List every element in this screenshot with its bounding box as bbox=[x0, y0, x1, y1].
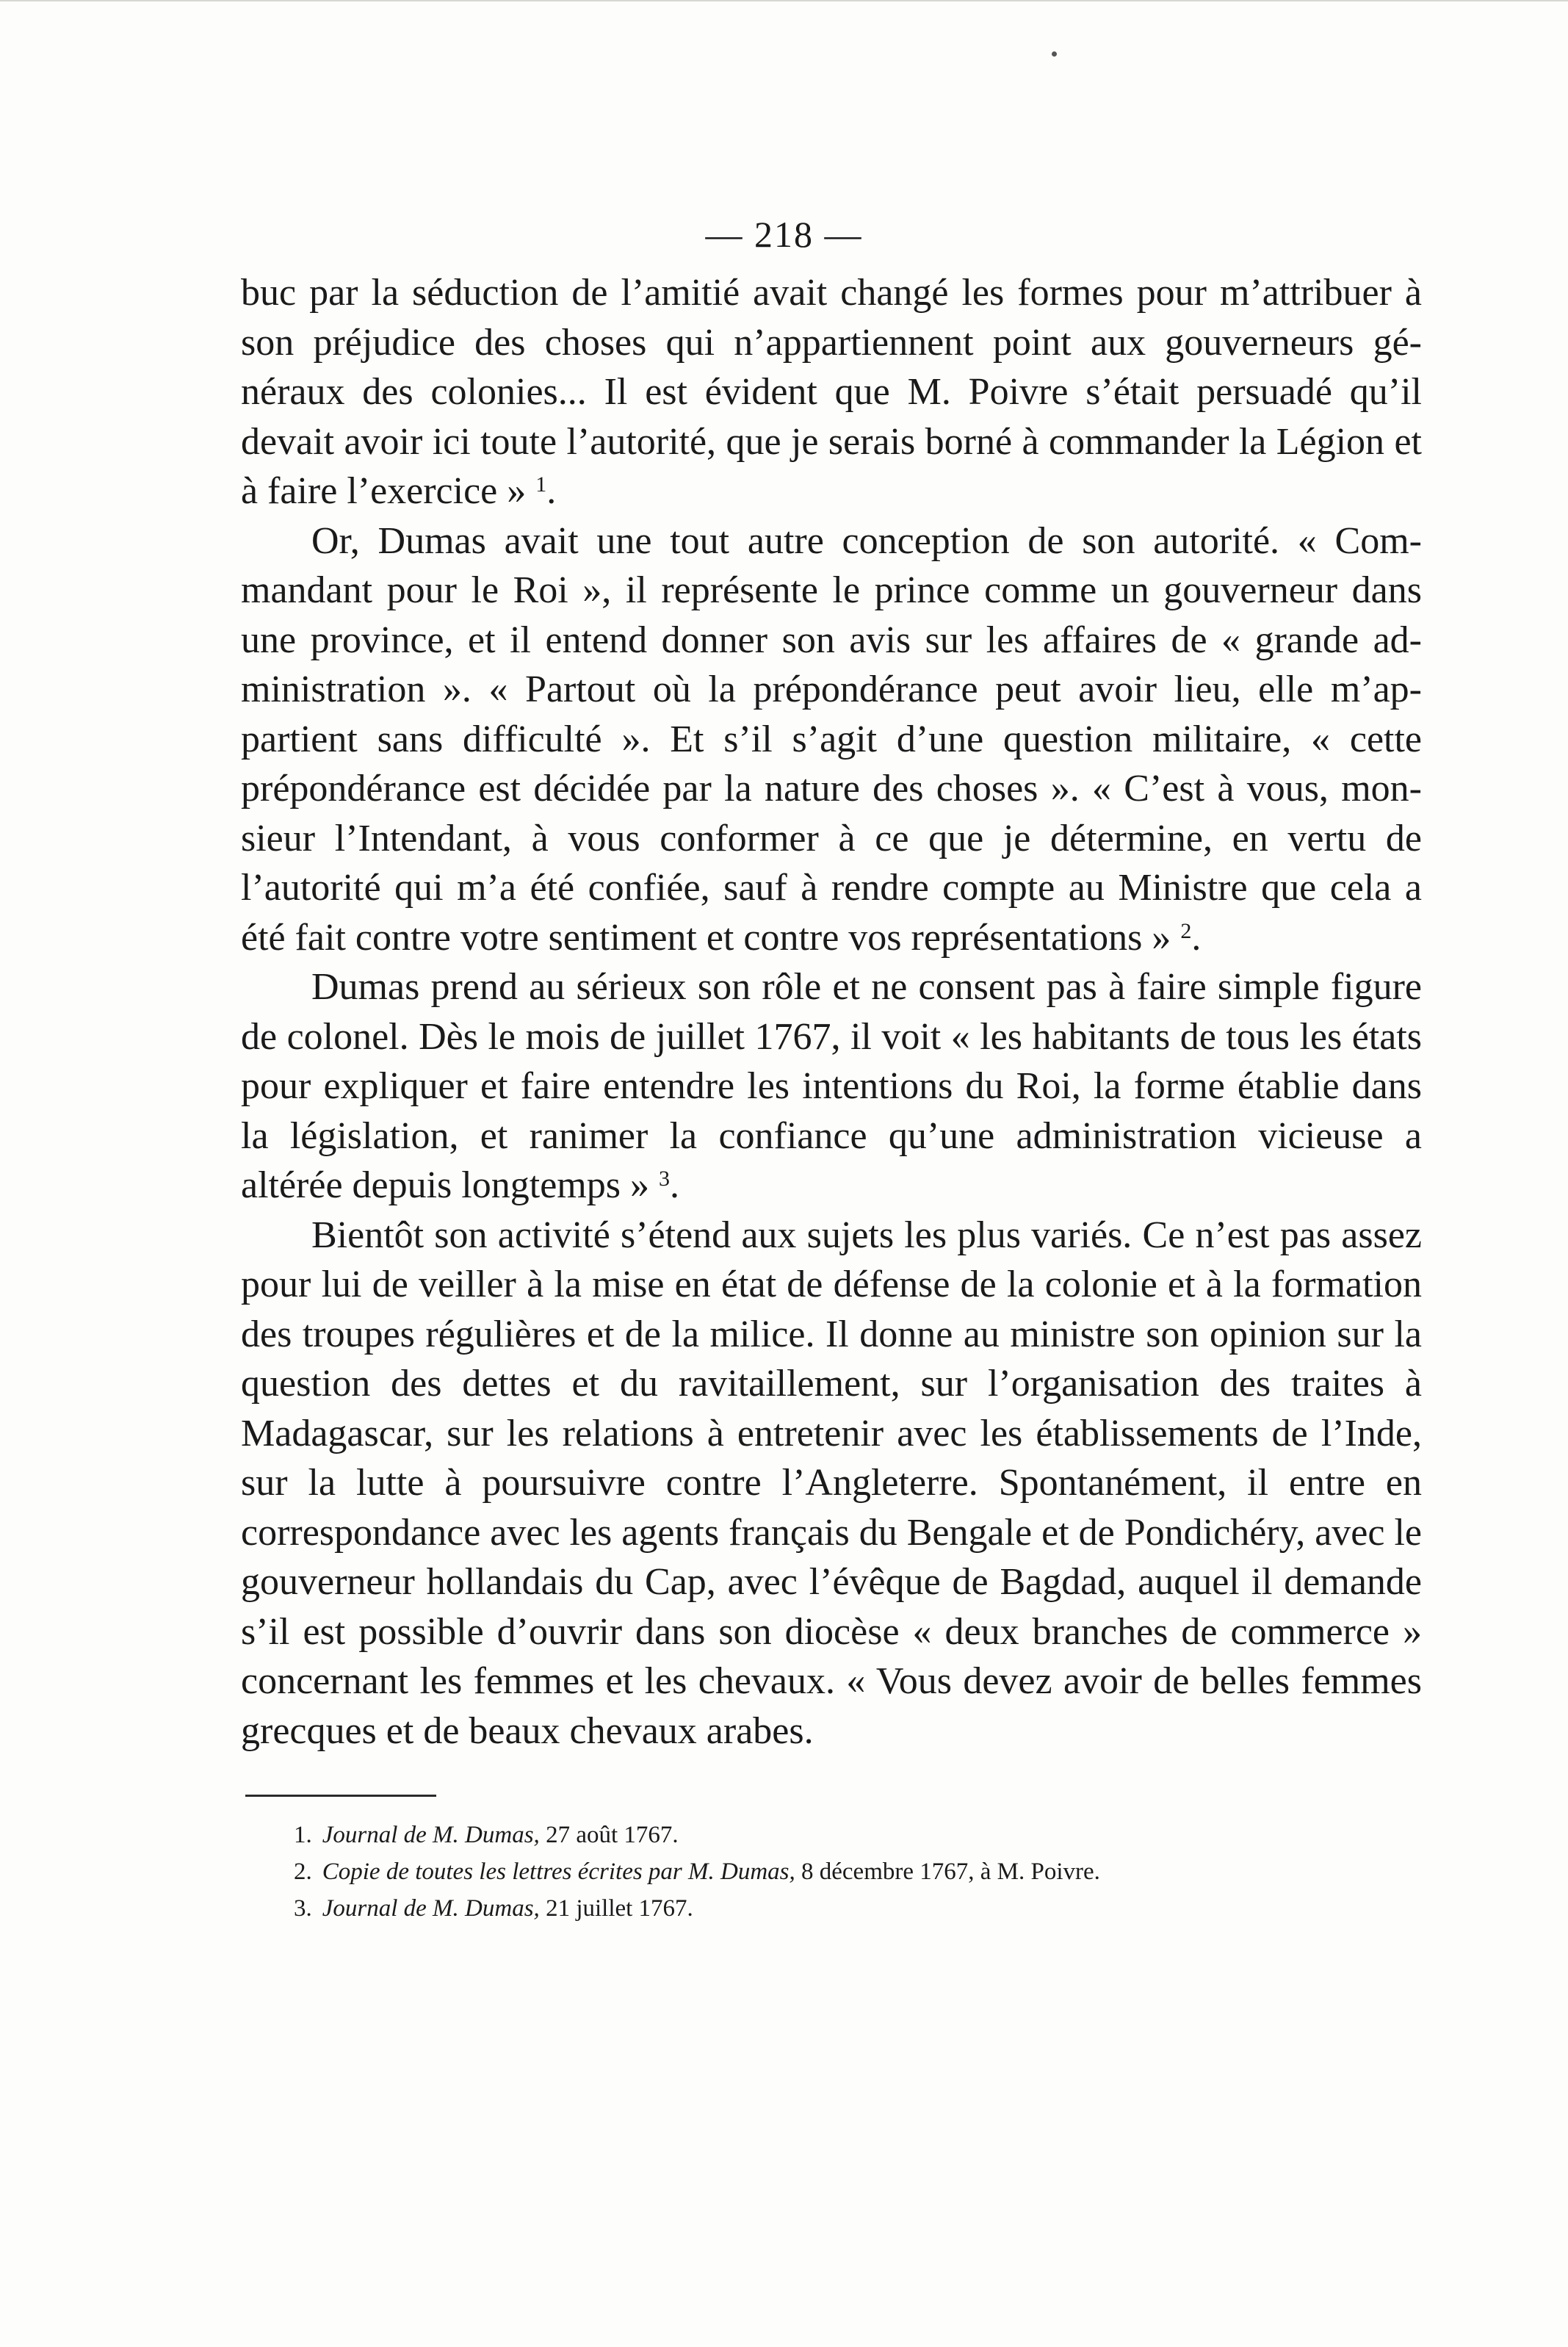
footnote-number: 1. bbox=[294, 1822, 312, 1848]
footnote-ref: 2 bbox=[1180, 918, 1192, 943]
scan-top-edge bbox=[0, 0, 1568, 1]
paragraph bbox=[241, 962, 1422, 1211]
footnote-ref: 1 bbox=[535, 472, 547, 497]
body-text bbox=[241, 268, 1422, 1756]
paragraph bbox=[241, 1211, 1422, 1756]
paragraph bbox=[241, 516, 1422, 963]
footnote-number: 2. bbox=[294, 1859, 312, 1885]
paragraph-text: buc par la séduction de l’amitié avait changé les formes pour m’attribuer à son préjudice des choses qui n’appartiennent point aux gouverneurs généraux des colonies... Il est évident que M. Poivre s’était persuadé qu’il devait avoir ici toute l’autorité, que je serais borné à commander la Légion et à faire l’exercice » bbox=[241, 272, 1422, 512]
paragraph-tail: . bbox=[546, 470, 557, 512]
footnote-ref: 3 bbox=[658, 1167, 670, 1191]
footnotes bbox=[294, 1817, 1395, 1927]
paragraph-text: Dumas prend au sérieux son rôle et ne consent pas à faire simple figure de colonel. Dès le mois de juillet 1767, il voit « les habitants de tous les états pour expliquer et faire entendre les intentions du Roi, la forme établie dans la législation, et ranimer la confiance qu’une administration vicieuse a altérée depuis longtemps » bbox=[241, 966, 1422, 1206]
footnote bbox=[294, 1890, 1395, 1927]
footnote-source: Journal de M. Dumas, bbox=[322, 1895, 540, 1922]
footnote-detail: 21 juillet 1767. bbox=[539, 1895, 693, 1922]
paragraph-tail: . bbox=[1191, 916, 1202, 959]
footnote-detail: 8 décembre 1767, à M. Poivre. bbox=[795, 1859, 1100, 1885]
paragraph-text: Or, Dumas avait une tout autre conception de son autorité. « Commandant pour le Roi », il représente le prince comme un gouverneur dans une province, et il entend donner son avis sur les affaires de « grande administration ». « Partout où la prépondérance peut avoir lieu, elle m’appartient sans difficulté ». Et s’il s’agit d’une question militaire, « cette prépondérance est décidée par la nature des choses ». « C’est à vous, monsieur l’Intendant, à vous conformer à ce que je détermine, en vertu de l’autorité qui m’a été confiée, sauf à rendre compte au Ministre que cela a été fait contre votre sentiment et contre vos représentations » bbox=[241, 519, 1422, 959]
footnote bbox=[294, 1853, 1395, 1890]
footnote bbox=[294, 1817, 1395, 1853]
paragraph-text: Bientôt son activité s’étend aux sujets les plus variés. Ce n’est pas assez pour lui de veiller à la mise en état de défense de la colonie et à la formation des troupes régulières et de la milice. Il donne au ministre son opinion sur la question des dettes et du ravitaillement, sur l’organisation des traites à Madagascar, sur les relations à entretenir avec les établissements de l’Inde, sur la lutte à poursuivre contre l’Angleterre. Spontanément, il entre en correspondance avec les agents français du Bengale et de Pondichéry, avec le gouverneur hollandais du Cap, avec l’évêque de Bagdad, auquel il demande s’il est possible d’ouvrir dans son diocèse « deux branches de commerce » concernant les femmes et les chevaux. « Vous devez avoir de belles femmes grecques et de beaux chevaux arabes. bbox=[241, 1214, 1422, 1752]
footnote-number: 3. bbox=[294, 1895, 312, 1922]
paragraph bbox=[241, 268, 1422, 516]
scan-speck bbox=[1052, 51, 1057, 57]
page-number: — 218 — bbox=[705, 214, 863, 255]
paragraph-tail: . bbox=[669, 1164, 679, 1206]
footnote-separator bbox=[245, 1795, 436, 1797]
footnote-source: Journal de M. Dumas, bbox=[322, 1822, 540, 1848]
footnote-detail: 27 août 1767. bbox=[539, 1822, 679, 1848]
footnote-source: Copie de toutes les lettres écrites par M. Dumas, bbox=[322, 1859, 795, 1885]
